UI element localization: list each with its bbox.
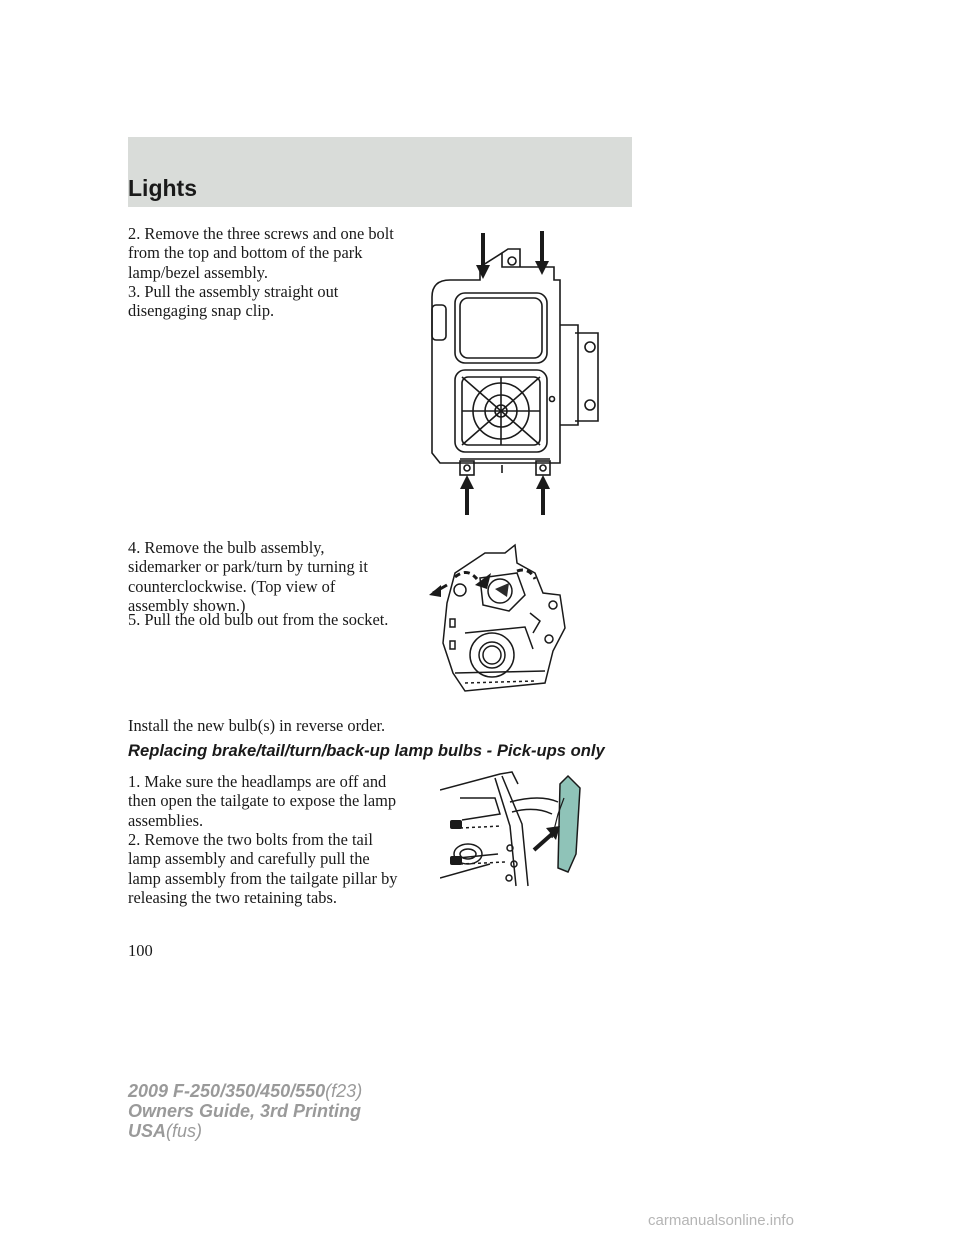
step-5-pull-old-bulb: 5. Pull the old bulb out from the socket. <box>128 610 389 629</box>
step-1-headlamps-off: 1. Make sure the headlamps are off and then open the tailgate to expose the lamp assemblies. <box>128 772 397 830</box>
footer-market-code: (fus) <box>166 1121 203 1141</box>
install-note: Install the new bulb(s) in reverse order. <box>128 716 386 735</box>
subheading-replacing-tail-lamp: Replacing brake/tail/turn/back-up lamp bulbs - Pick-ups only <box>128 741 605 760</box>
step-3-pull-assembly: 3. Pull the assembly straight out disengaging snap clip. <box>128 282 339 321</box>
footer-market: USA <box>128 1121 167 1141</box>
step-4-remove-bulb-assembly: 4. Remove the bulb assembly, sidemarker or park/turn by turning it counterclockwise. (Top view of assembly shown.) <box>128 538 368 616</box>
header-band <box>128 137 632 207</box>
tail-lamp-removal-figure <box>440 768 585 888</box>
watermark-text: carmanualsonline.info <box>648 1212 794 1229</box>
park-lamp-assembly-figure <box>420 225 610 521</box>
step-2-remove-bolts: 2. Remove the two bolts from the tail lamp assembly and carefully pull the lamp assembly from the tailgate pillar by releasing the two retaining tabs. <box>128 830 398 908</box>
footer-model: 2009 F-250/350/450/550 <box>128 1081 326 1101</box>
footer-guide: Owners Guide, 3rd Printing <box>128 1101 362 1121</box>
footer-model-code: (f23) <box>325 1081 363 1101</box>
page-number: 100 <box>128 941 153 960</box>
step-2-remove-screws: 2. Remove the three screws and one bolt from the top and bottom of the park lamp/bezel assembly. <box>128 224 394 282</box>
bulb-socket-top-view-figure <box>425 533 575 698</box>
section-title: Lights <box>128 175 197 201</box>
footer <box>128 1081 362 1141</box>
